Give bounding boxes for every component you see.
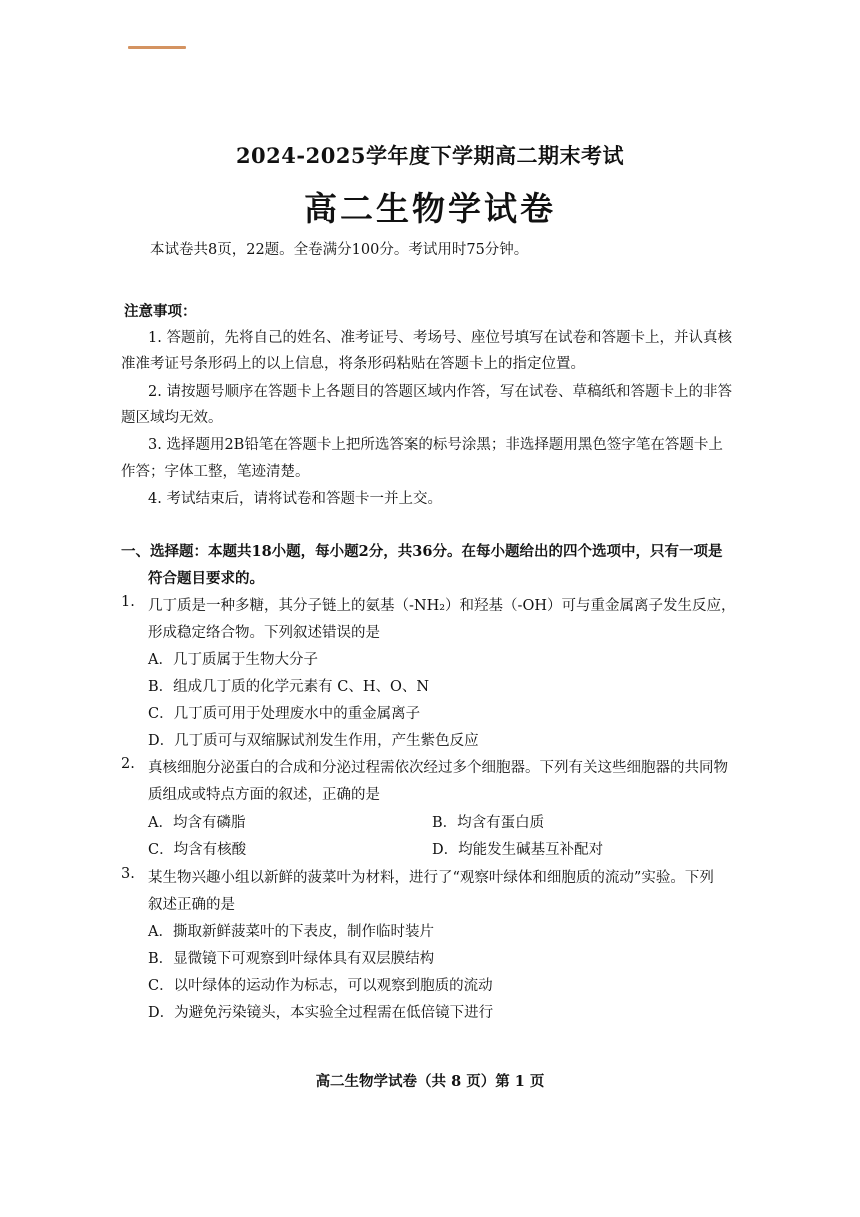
question-2-number: 2. (121, 756, 135, 772)
section-heading: 一、选择题：本题共18小题，每小题2分，共36分。在每小题给出的四个选项中，只有一项是 (121, 543, 723, 560)
question-3-option-a: A．撕取新鲜菠菜叶的下表皮，制作临时装片 (148, 924, 434, 940)
question-2-stem-cont: 质组成或特点方面的叙述，正确的是 (148, 787, 380, 803)
question-3-stem-cont: 叙述正确的是 (148, 897, 235, 913)
exam-title: 2024-2025学年度下学期高二期末考试 (235, 143, 625, 168)
note-2b: 题区域均无效。 (121, 410, 223, 426)
question-3-number: 3. (121, 866, 135, 882)
question-2-option-c: C．均含有核酸 (148, 842, 247, 858)
note-1b: 准准考证号条形码上的以上信息，将条形码粘贴在答题卡上的指定位置。 (121, 356, 585, 372)
question-2-stem: 真核细胞分泌蛋白的合成和分泌过程需依次经过多个细胞器。下列有关这些细胞器的共同物 (148, 760, 728, 776)
scan-mark (128, 46, 186, 49)
question-1-option-a: A．几丁质属于生物大分子 (148, 652, 318, 668)
question-3-stem: 某生物兴趣小组以新鲜的菠菜叶为材料，进行了“观察叶绿体和细胞质的流动”实验。下列 (148, 870, 714, 886)
page-footer: 高二生物学试卷（共 8 页）第 1 页 (315, 1073, 545, 1090)
question-1-number: 1. (121, 594, 135, 610)
note-2a: 2. 请按题号顺序在答题卡上各题目的答题区域内作答，写在试卷、草稿纸和答题卡上的非答 (148, 384, 732, 400)
question-1-option-d: D．几丁质可与双缩脲试剂发生作用，产生紫色反应 (148, 733, 479, 749)
question-2-option-d: D．均能发生碱基互补配对 (432, 842, 604, 858)
question-1-option-c: C．几丁质可用于处理废水中的重金属离子 (148, 706, 421, 722)
notes-heading: 注意事项： (124, 303, 197, 320)
note-4: 4. 考试结束后，请将试卷和答题卡一并上交。 (148, 491, 442, 507)
note-1a: 1. 答题前，先将自己的姓名、准考证号、考场号、座位号填写在试卷和答题卡上，并认真核 (148, 330, 732, 346)
subject-title: 高二生物学试卷 (304, 189, 556, 228)
question-2-option-b: B．均含有蛋白质 (432, 815, 545, 831)
question-1-option-b: B．组成几丁质的化学元素有 C、H、O、N (148, 679, 430, 695)
section-heading-cont: 符合题目要求的。 (148, 570, 264, 587)
question-1-stem-cont: 形成稳定络合物。下列叙述错误的是 (148, 625, 380, 641)
intro-text: 本试卷共8页，22题。全卷满分100分。考试用时75分钟。 (150, 242, 529, 258)
note-3b: 作答；字体工整，笔迹清楚。 (121, 464, 310, 480)
question-3-option-c: C．以叶绿体的运动作为标志，可以观察到胞质的流动 (148, 978, 493, 994)
note-3a: 3. 选择题用2B铅笔在答题卡上把所选答案的标号涂黑；非选择题用黑色签字笔在答题卡上 (148, 437, 723, 453)
question-3-option-b: B．显微镜下可观察到叶绿体具有双层膜结构 (148, 951, 435, 967)
question-1-stem: 几丁质是一种多糖，其分子链上的氨基（-NH₂）和羟基（-OH）可与重金属离子发生反应， (148, 598, 736, 614)
question-2-option-a: A．均含有磷脂 (148, 815, 246, 831)
question-3-option-d: D．为避免污染镜头，本实验全过程需在低倍镜下进行 (148, 1005, 494, 1021)
